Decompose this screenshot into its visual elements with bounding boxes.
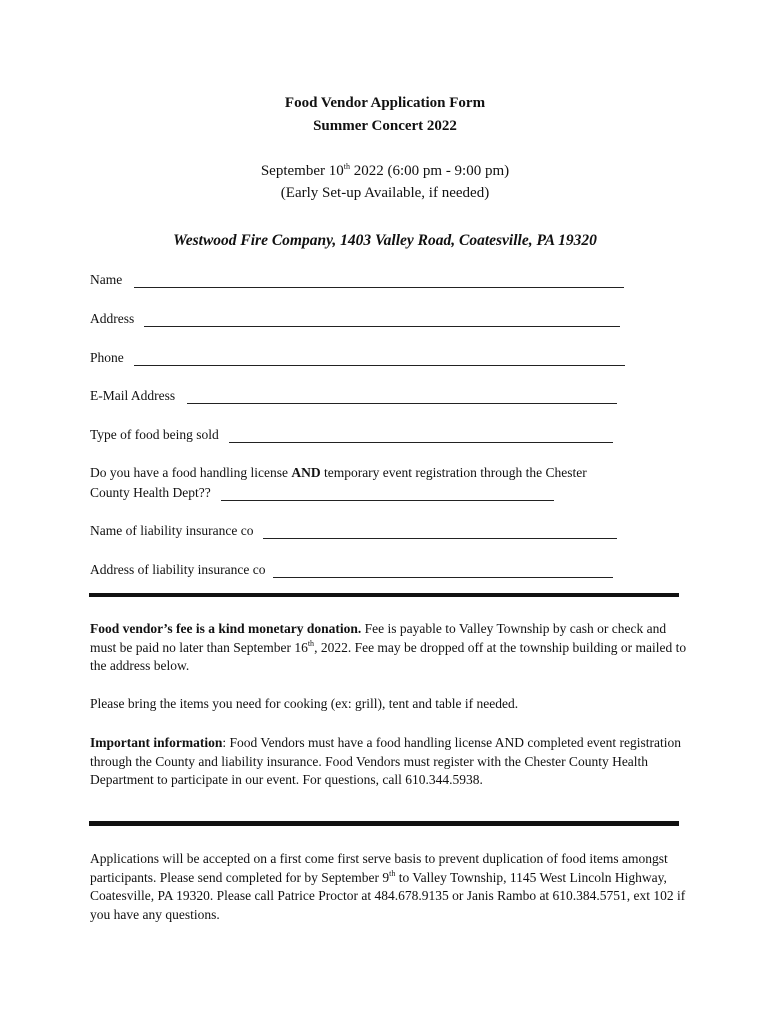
email-label: E-Mail Address: [90, 388, 176, 403]
food-type-field[interactable]: [229, 430, 613, 443]
name-field[interactable]: [134, 275, 624, 288]
license-question-row: [90, 465, 587, 481]
bring-items-note: Please bring the items you need for cooking (ex: grill), tent and table if needed.: [90, 696, 519, 711]
license-answer-field[interactable]: [221, 488, 554, 501]
email-row: [90, 388, 617, 404]
email-field[interactable]: [187, 391, 617, 404]
license-question-row-2: [90, 485, 554, 501]
insurance-address-label: Address of liability insurance co: [90, 562, 266, 577]
name-label: Name: [90, 272, 123, 287]
phone-row: [90, 350, 625, 366]
event-date: September 10th 2022 (6:00 pm - 9:00 pm): [260, 162, 510, 179]
applications-paragraph: Applications will be accepted on a first come first serve basis to prevent duplication of food items amongst participants. Please send completed for by September 9th to Valley Township, 1145 West Lincoln Highway, Coatesville, PA 19320. Please call Patrice Proctor at 484.678.9135 or Janis Rambo at 610.384.5751, ext 102 if you have any questions.: [90, 851, 686, 922]
section-divider-2: [89, 821, 679, 826]
event-venue: Westwood Fire Company, 1403 Valley Road, Coatesville, PA 19320: [173, 232, 597, 249]
form-subtitle: Summer Concert 2022: [313, 118, 457, 134]
fee-paragraph: Food vendor’s fee is a kind monetary donation. Fee is payable to Valley Township by cash or check and must be paid no later than September 16th, 2022. Fee may be dropped off at the township building or mailed to the address below.: [90, 621, 687, 673]
address-field[interactable]: [144, 314, 620, 327]
insurance-address-row: [90, 562, 613, 578]
address-row: [90, 311, 620, 327]
food-type-row: [90, 427, 613, 443]
address-label: Address: [90, 311, 135, 326]
phone-label: Phone: [90, 350, 124, 365]
name-row: [90, 272, 624, 288]
insurance-name-row: [90, 523, 617, 539]
phone-field[interactable]: [134, 353, 625, 366]
license-question-line1: Do you have a food handling license AND temporary event registration through the Chester: [90, 465, 587, 480]
important-info-paragraph: Important information: Food Vendors must have a food handling license AND completed event registration through the County and liability insurance. Food Vendors must register with the Chester County Health Department to participate in our event. For questions, call 610.344.5938.: [90, 735, 682, 787]
form-title: Food Vendor Application Form: [284, 95, 486, 111]
section-divider-1: [89, 593, 679, 597]
food-type-label: Type of food being sold: [90, 427, 219, 442]
insurance-address-field[interactable]: [273, 565, 613, 578]
insurance-name-label: Name of liability insurance co: [90, 523, 254, 538]
insurance-name-field[interactable]: [263, 526, 617, 539]
setup-note: (Early Set-up Available, if needed): [280, 185, 490, 201]
license-question-line2: County Health Dept??: [90, 485, 211, 500]
